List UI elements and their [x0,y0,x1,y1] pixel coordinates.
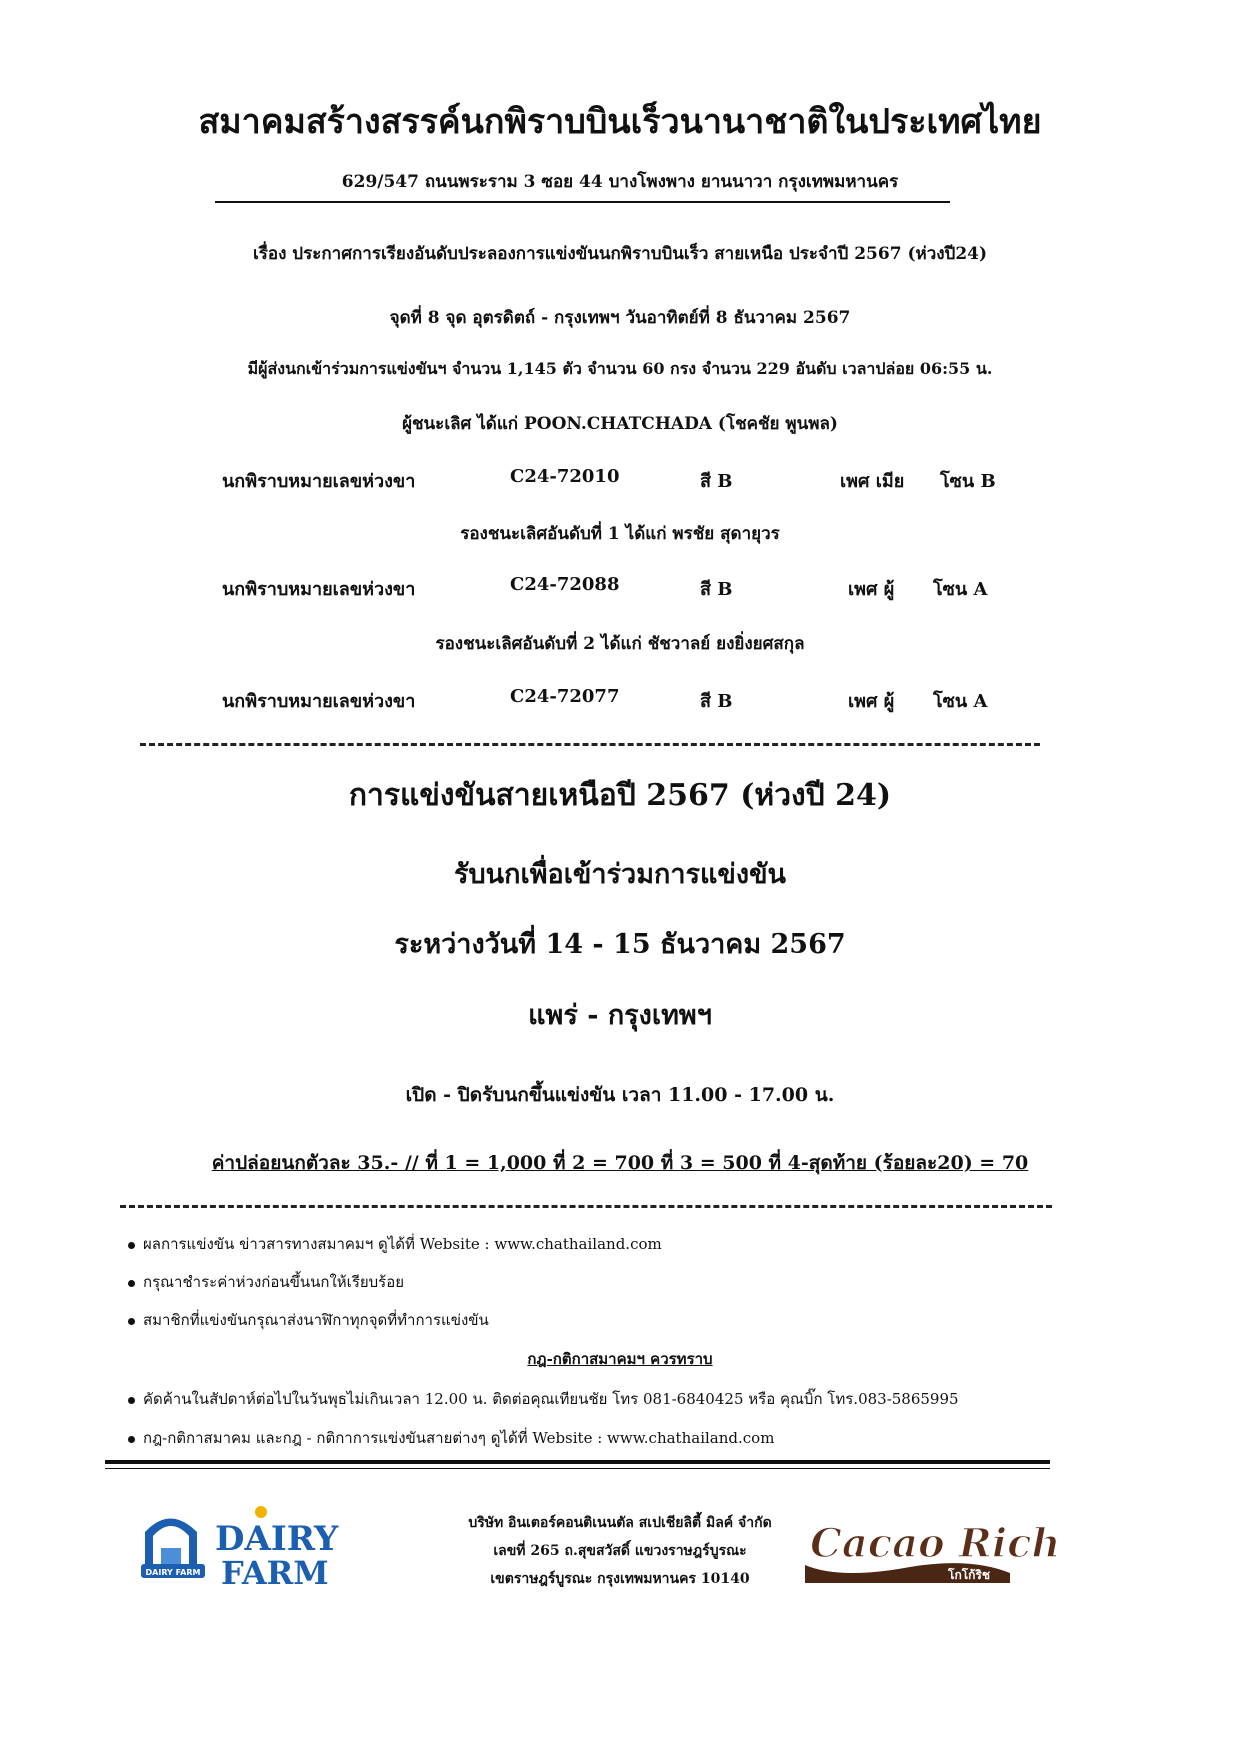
ring-number: C24-72010 [510,466,620,487]
bird-sex: เพศ เมีย [840,471,905,492]
note-item: ผลการแข่งขัน ข่าวสารทางสมาคมฯ ดูได้ที่ Website : www.chathailand.com [128,1232,662,1256]
bullet-icon [128,1397,135,1404]
bird-sex: เพศ ผู้ [848,579,895,600]
bullet-icon [128,1436,135,1443]
sponsor-line: เขตราษฎร์บูรณะ กรุงเทพมหานคร 10140 [490,1571,750,1587]
svg-text:โกโก้ริช: โกโก้ริช [948,1568,991,1582]
section-divider [120,1205,1052,1208]
bird-zone: โซน A [933,691,988,712]
rule-item: กฎ-กติกาสมาคม และกฎ - กติกาการแข่งขันสายต่างๆ ดูได้ที่ Website : www.chathailand.com [128,1426,774,1450]
sponsor-line: บริษัท อินเตอร์คอนติเนนตัล สเปเชียลิตี้ มิลค์ จำกัด [468,1515,772,1531]
rule-item: คัดค้านในสัปดาห์ต่อไปในวันพุธไม่เกินเวลา 12.00 น. ติดต่อคุณเทียนชัย โทร 081-6840425 หรือ คุณบิ๊ก โทร.083-5865995 [128,1387,959,1411]
next-race-fees: ค่าปล่อยนกตัวละ 35.- // ที่ 1 = 1,000 ที่ 2 = 700 ที่ 3 = 500 ที่ 4-สุดท้าย (ร้อยละ20) = 70 [211,1152,1029,1174]
svg-text:DAIRY FARM: DAIRY FARM [145,1568,201,1577]
bird-color: สี B [700,691,733,712]
note-item: กรุณาชำระค่าห่วงก่อนขึ้นนกให้เรียบร้อย [128,1270,404,1294]
bullet-icon [128,1242,135,1249]
winner-row [0,466,1240,490]
header-rule [215,201,950,203]
bird-color: สี B [700,471,733,492]
runner-up-1-title: รองชนะเลิศอันดับที่ 1 ได้แก่ พรชัย สุดายุวร [460,524,780,544]
sponsor-line: เลขที่ 265 ถ.สุขสวัสดิ์ แขวงราษฎร์บูรณะ [493,1543,747,1559]
next-race-route: แพร่ - กรุงเทพฯ [528,1000,712,1031]
race-point: จุดที่ 8 จุด อุตรดิตถ์ - กรุงเทพฯ วันอาทิตย์ที่ 8 ธันวาคม 2567 [389,308,851,328]
ring-label: นกพิราบหมายเลขห่วงขา [222,691,416,712]
next-race-dates: ระหว่างวันที่ 14 - 15 ธันวาคม 2567 [394,929,846,960]
org-name: สมาคมสร้างสรรค์นกพิราบบินเร็วนานาชาติในประเทศไทย [198,102,1042,142]
next-race-title: การแข่งขันสายเหนือปี 2567 (ห่วงปี 24) [348,778,892,813]
rules-heading: กฎ-กติกาสมาคมฯ ควรทราบ [527,1350,713,1368]
next-race-hours: เปิด - ปิดรับนกขึ้นแข่งขัน เวลา 11.00 - 17.00 น. [405,1084,835,1106]
participants-info: มีผู้ส่งนกเข้าร่วมการแข่งขันฯ จำนวน 1,145 ตัว จำนวน 60 กรง จำนวน 229 อันดับ เวลาปล่อย 06:55 น. [247,359,993,378]
ring-number: C24-72077 [510,686,620,707]
org-address: 629/547 ถนนพระราม 3 ซอย 44 บางโพงพาง ยานนาวา กรุงเทพมหานคร [341,172,899,192]
bird-zone: โซน B [940,471,996,492]
section-divider [140,743,1040,746]
announcement-subject: เรื่อง ประกาศการเรียงอันดับประลองการแข่งขันนกพิราบบินเร็ว สายเหนือ ประจำปี 2567 (ห่วงปี24) [252,244,988,264]
note-item: สมาชิกที่แข่งขันกรุณาส่งนาฬิกาทุกจุดที่ทำการแข่งขัน [128,1308,489,1332]
runner-up-2-row [0,686,1240,710]
svg-text:DAIRY: DAIRY [215,1519,339,1559]
footer-rule-thick [105,1460,1050,1464]
ring-label: นกพิราบหมายเลขห่วงขา [222,471,416,492]
next-race-receive: รับนกเพื่อเข้าร่วมการแข่งขัน [454,859,786,890]
bullet-icon [128,1280,135,1287]
cacao-rich-emblem-icon [800,1505,1061,1585]
bullet-icon [128,1318,135,1325]
winner-title: ผู้ชนะเลิศ ได้แก่ POON.CHATCHADA (โชคชัย พูนพล) [402,414,838,434]
runner-up-2-title: รองชนะเลิศอันดับที่ 2 ได้แก่ ชัชวาลย์ ยงยิ่งยศสกุล [435,634,805,654]
svg-text:FARM: FARM [221,1554,329,1592]
bird-zone: โซน A [933,579,988,600]
svg-text:Cacao Rich: Cacao Rich [810,1520,1061,1567]
runner-up-1-row [0,574,1240,598]
cacao-rich-logo [800,1505,1061,1585]
bird-color: สี B [700,579,733,600]
ring-number: C24-72088 [510,574,620,595]
bird-sex: เพศ ผู้ [848,691,895,712]
footer-rule-thin [105,1468,1050,1469]
ring-label: นกพิราบหมายเลขห่วงขา [222,579,416,600]
